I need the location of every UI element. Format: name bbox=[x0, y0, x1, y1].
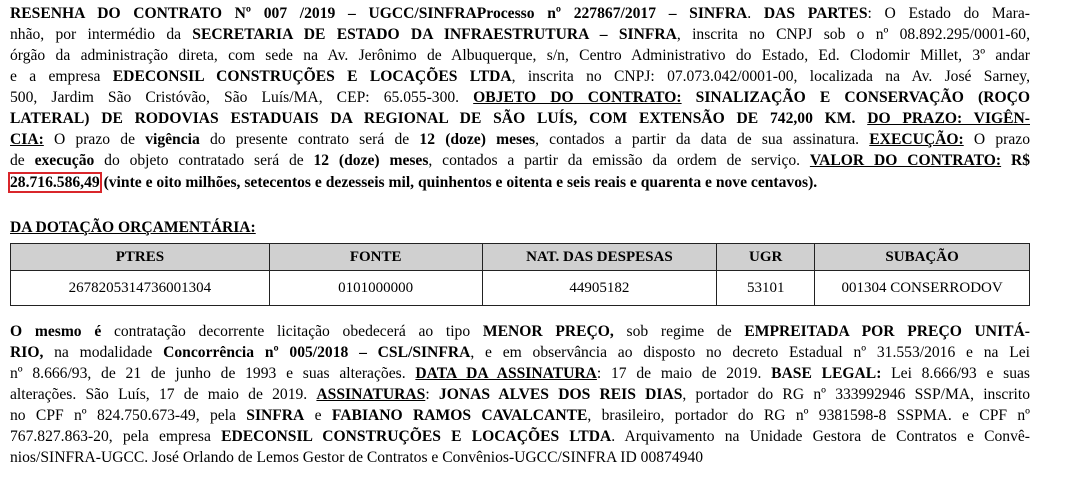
text-run: na modalidade bbox=[43, 344, 164, 361]
p1-line-3 bbox=[10, 47, 1030, 65]
dotacao-table bbox=[10, 243, 1030, 306]
text-run: do presente contrato será de bbox=[199, 131, 420, 148]
text-run: contratação decorrente licitação obedecerá ao tipo bbox=[101, 323, 483, 340]
text-run: 12 (doze) meses bbox=[313, 152, 429, 169]
text-run: do objeto contratado será de bbox=[94, 152, 314, 169]
dotacao-heading: DA DOTAÇÃO ORÇAMENTÁRIA: bbox=[10, 219, 256, 236]
p1-line-7 bbox=[10, 131, 1030, 149]
text-run: O mesmo é bbox=[10, 323, 102, 340]
text-run: EDECONSIL CONSTRUÇÕES E LOCAÇÕES LTDA bbox=[221, 428, 612, 445]
text-run: . Arquivamento na Unidade Gestora de Contratos e Convê- bbox=[611, 428, 1030, 445]
col-header-natureza: NAT. DAS DESPESAS bbox=[482, 244, 717, 271]
text-run: OBJETO DO CONTRATO: bbox=[473, 89, 682, 106]
text-run: RESENHA DO CONTRATO Nº 007 /2019 – UGCC/SINFRA bbox=[10, 5, 477, 22]
p1-line-6 bbox=[10, 110, 1030, 128]
text-run: : bbox=[425, 386, 439, 403]
text-run: FABIANO RAMOS CAVALCANTE bbox=[331, 407, 588, 424]
text-run: nº 8.666/93, de 21 de junho de 1993 e suas alterações. bbox=[10, 365, 416, 382]
text-run: DAS PARTES bbox=[763, 5, 868, 22]
text-run: RIO, bbox=[10, 344, 44, 361]
p1-line-5 bbox=[10, 89, 1030, 107]
text-run: 12 (doze) meses bbox=[419, 131, 536, 148]
text-run: : O Estado do Mara- bbox=[867, 5, 1030, 22]
cell-natureza: 44905182 bbox=[482, 271, 717, 306]
col-header-subacao: SUBAÇÃO bbox=[815, 244, 1030, 271]
text-run: VALOR DO CONTRATO: bbox=[809, 152, 1002, 169]
p2-line-5 bbox=[10, 407, 1030, 425]
text-run: MENOR PREÇO, bbox=[482, 323, 614, 340]
text-run: nhão, por intermédio da bbox=[10, 26, 193, 43]
text-run: SINFRA bbox=[246, 407, 305, 424]
cell-ugr: 53101 bbox=[717, 271, 815, 306]
p2-line-3 bbox=[10, 365, 1030, 383]
text-run: execução bbox=[34, 152, 95, 169]
text-run: DO PRAZO: VIGÊN- bbox=[867, 110, 1030, 127]
text-run: JONAS ALVES DOS REIS DIAS bbox=[438, 386, 683, 403]
text-run: (vinte e oito milhões, setecentos e dezesseis mil, quinhentos e oitenta e seis reais e quarenta e nove centavos). bbox=[99, 174, 818, 191]
text-run: 500, Jardim São Cristóvão, São Luís/MA, CEP: 65.055-300. bbox=[10, 89, 474, 106]
p1-line-8 bbox=[10, 152, 1030, 170]
col-header-ptres: PTRES bbox=[11, 244, 270, 271]
text-run: SECRETARIA DE ESTADO DA INFRAESTRUTURA – SINFRA bbox=[192, 26, 677, 43]
p2-line-4 bbox=[10, 386, 1030, 404]
table-header-row bbox=[11, 244, 1030, 271]
text-run: , brasileiro, portador do RG nº 9381598-8 SSPMA. e CPF nº bbox=[587, 407, 1031, 424]
text-run: R$ bbox=[1001, 152, 1030, 169]
text-run: LATERAL) DE RODOVIAS ESTADUAIS DA REGIONAL DE SÃO LUÍS, COM EXTENSÃO DE 742,00 KM. bbox=[10, 110, 868, 127]
text-run: nios/SINFRA-UGCC. José Orlando de Lemos Gestor de Contratos e Convênios-UGCC/SINFRA ID 00874940 bbox=[10, 449, 704, 466]
text-run: de bbox=[10, 152, 35, 169]
text-run: órgão da administração direta, com sede na Av. Jerônimo de Albuquerque, s/n, Centro Administrativo do Estado, Ed. Clodomir Millet, 3º andar bbox=[10, 47, 1030, 64]
text-run: 767.827.863-20, pela empresa bbox=[10, 428, 222, 445]
text-run: sob regime de bbox=[613, 323, 745, 340]
p1-line-1 bbox=[10, 5, 1030, 23]
highlighted-value: 28.716.586,49 bbox=[10, 174, 100, 191]
text-run: . bbox=[747, 5, 764, 22]
text-run: Lei 8.666/93 e suas bbox=[881, 365, 1030, 382]
text-run: alterações. São Luís, 17 de maio de 2019. bbox=[10, 386, 317, 403]
text-run: ASSINATURAS bbox=[316, 386, 426, 403]
table-row bbox=[11, 271, 1030, 306]
p1-line-4 bbox=[10, 68, 1030, 86]
cell-ptres: 2678205314736001304 bbox=[11, 271, 270, 306]
text-run: : 17 de maio de 2019. bbox=[596, 365, 772, 382]
text-run: EMPREITADA POR PREÇO UNITÁ- bbox=[744, 323, 1030, 340]
text-run: SINALIZAÇÃO E CONSERVAÇÃO (ROÇO bbox=[681, 89, 1030, 106]
text-run: DATA DA ASSINATURA bbox=[415, 365, 597, 382]
p1-line-2 bbox=[10, 26, 1030, 44]
p2-line-1 bbox=[10, 323, 1030, 341]
text-run: EDECONSIL CONSTRUÇÕES E LOCAÇÕES LTDA bbox=[112, 68, 512, 85]
text-run: , contados a partir da emissão da ordem de serviço. bbox=[428, 152, 810, 169]
text-run: , inscrita no CNPJ: 07.073.042/0001-00, localizada na Av. José Sarney, bbox=[511, 68, 1030, 85]
p2-line-6 bbox=[10, 428, 1030, 446]
text-run: , e em observância ao disposto no decreto Estadual nº 31.553/2016 e na Lei bbox=[470, 344, 1030, 361]
text-run: Concorrência nº 005/2018 – CSL/SINFRA bbox=[163, 344, 471, 361]
cell-fonte: 0101000000 bbox=[269, 271, 482, 306]
p2-line-2 bbox=[10, 344, 1030, 362]
text-run: , contados a partir da data de sua assinatura. bbox=[535, 131, 870, 148]
p2-line-7 bbox=[10, 449, 703, 467]
text-run: no CPF nº 824.750.673-49, pela bbox=[10, 407, 247, 424]
text-run: e bbox=[304, 407, 332, 424]
p1-line-9 bbox=[10, 174, 817, 192]
col-header-ugr: UGR bbox=[717, 244, 815, 271]
text-run: CIA: bbox=[10, 131, 44, 148]
text-run: , portador do RG nº 333992946 SSP/MA, inscrito bbox=[682, 386, 1030, 403]
text-run: O prazo bbox=[963, 131, 1030, 148]
text-run: BASE LEGAL: bbox=[771, 365, 882, 382]
text-run: EXECUÇÃO: bbox=[869, 131, 964, 148]
text-run: e a empresa bbox=[10, 68, 113, 85]
text-run: , inscrita no CNPJ sob o nº 08.892.295/0001-60, bbox=[676, 26, 1030, 43]
col-header-fonte: FONTE bbox=[269, 244, 482, 271]
text-run: vigência bbox=[145, 131, 200, 148]
text-run: Processo nº 227867/2017 – SINFRA bbox=[476, 5, 748, 22]
cell-subacao: 001304 CONSERRODOV bbox=[815, 271, 1030, 306]
text-run: O prazo de bbox=[43, 131, 146, 148]
